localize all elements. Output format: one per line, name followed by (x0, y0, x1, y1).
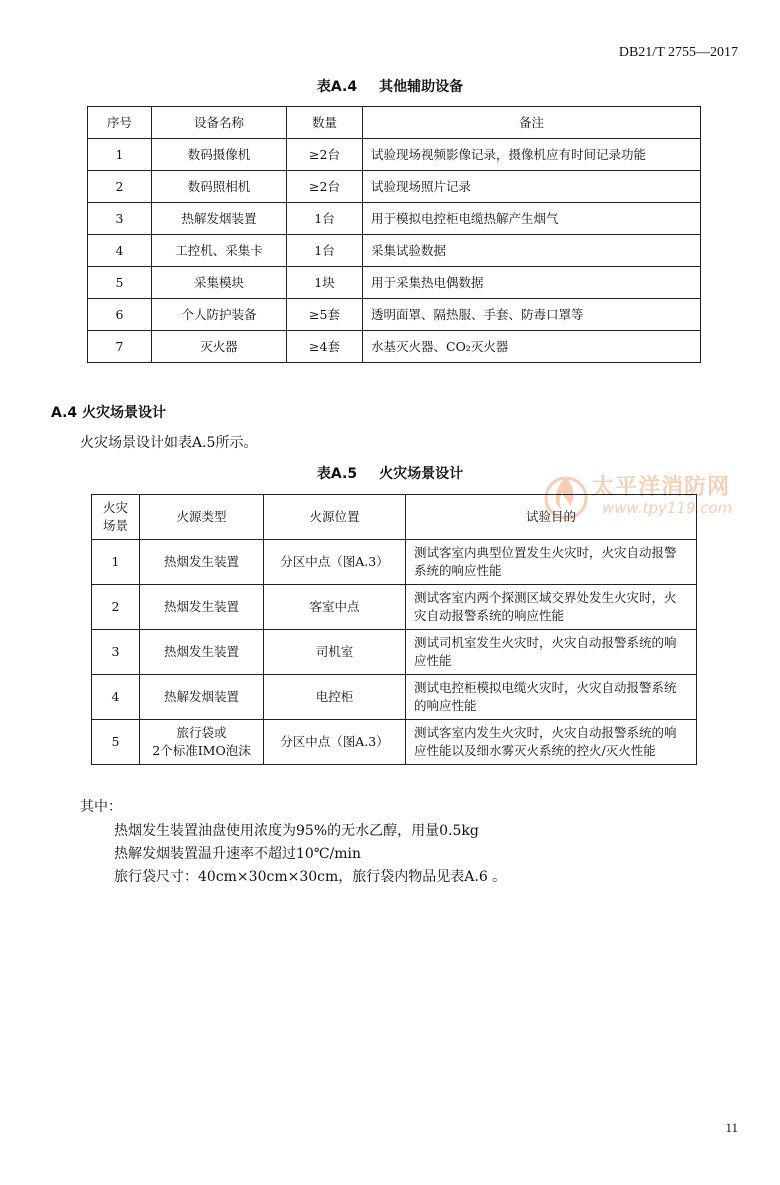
table-cell: 透明面罩、隔热服、手套、防毒口罩等 (363, 299, 701, 331)
table-a4-caption-id: 表A.4 (316, 79, 358, 95)
table-cell: 1 (88, 139, 152, 171)
table-cell: 数码摄像机 (152, 139, 287, 171)
table-a5 (91, 494, 697, 765)
table-cell: 测试电控柜模拟电缆火灾时，火灾自动报警系统的响应性能 (406, 675, 697, 720)
table-cell: 采集试验数据 (363, 235, 701, 267)
table-row (88, 331, 701, 363)
table-a5-caption-id: 表A.5 (316, 466, 358, 482)
table-row (88, 171, 701, 203)
watermark-name: 太平洋消防网 (592, 475, 731, 500)
table-cell: 工控机、采集卡 (152, 235, 287, 267)
table-row (92, 540, 697, 585)
table-cell: 个人防护装备 (152, 299, 287, 331)
table-cell: 6 (88, 299, 152, 331)
table-cell: 用于模拟电控柜电缆热解产生烟气 (363, 203, 701, 235)
table-row (88, 267, 701, 299)
table-a4-caption-title: 其他辅助设备 (379, 79, 464, 95)
table-a4-caption (0, 76, 780, 96)
table-cell: ≥5套 (287, 299, 363, 331)
table-cell: 1台 (287, 203, 363, 235)
table-cell: 热解发烟装置 (140, 675, 264, 720)
table-row (88, 235, 701, 267)
table-cell: 测试司机室发生火灾时，火灾自动报警系统的响应性能 (406, 630, 697, 675)
table-cell: 用于采集热电偶数据 (363, 267, 701, 299)
table-row (92, 630, 697, 675)
table-cell: 7 (88, 331, 152, 363)
table-cell: 1 (92, 540, 140, 585)
table-cell: 5 (88, 267, 152, 299)
section-heading: A.4 火灾场景设计 (51, 405, 167, 421)
table-cell: ≥4套 (287, 331, 363, 363)
table-cell: 灭火器 (152, 331, 287, 363)
table-cell: ≥2台 (287, 139, 363, 171)
table-cell: 3 (88, 203, 152, 235)
table-cell: 热烟发生装置 (140, 540, 264, 585)
section-intro: 火灾场景设计如表A.5所示。 (80, 435, 258, 451)
table-cell: 2 (88, 171, 152, 203)
table-a5-header-cell: 火源类型 (140, 495, 264, 540)
table-cell: 2 (92, 585, 140, 630)
table-cell: 1台 (287, 235, 363, 267)
note-line: 旅行袋尺寸：40cm×30cm×30cm，旅行袋内物品见表A.6 。 (114, 869, 507, 885)
table-cell: 试验现场照片记录 (363, 171, 701, 203)
table-a4-header-cell: 序号 (88, 107, 152, 139)
table-a5-caption-title: 火灾场景设计 (379, 466, 464, 482)
table-cell: 分区中点（图A.3） (264, 720, 406, 765)
table-a5-header-row (92, 495, 697, 540)
page-number: 11 (725, 1120, 738, 1135)
table-a5-header-cell: 火灾 场景 (92, 495, 140, 540)
table-row (92, 675, 697, 720)
table-cell: 4 (92, 675, 140, 720)
note-line: 热解发烟装置温升速率不超过10℃/min (114, 846, 361, 862)
table-a5-header-cell: 火源位置 (264, 495, 406, 540)
table-row (92, 720, 697, 765)
table-cell: 采集模块 (152, 267, 287, 299)
table-cell: 5 (92, 720, 140, 765)
table-cell: 数码照相机 (152, 171, 287, 203)
notes-title: 其中： (80, 799, 122, 815)
note-line: 热烟发生装置油盘使用浓度为95%的无水乙醇，用量0.5kg (114, 823, 479, 839)
table-cell: 热烟发生装置 (140, 585, 264, 630)
table-cell: 司机室 (264, 630, 406, 675)
table-cell: ≥2台 (287, 171, 363, 203)
table-cell: 4 (88, 235, 152, 267)
table-cell: 水基灭火器、CO₂灭火器 (363, 331, 701, 363)
table-cell: 3 (92, 630, 140, 675)
table-a4-header-row (88, 107, 701, 139)
table-a5-header-cell: 试验目的 (406, 495, 697, 540)
table-a4-header-cell: 设备名称 (152, 107, 287, 139)
table-a4 (87, 106, 701, 363)
standard-number: DB21/T 2755—2017 (618, 45, 738, 60)
table-cell: 旅行袋或 2个标准IMO泡沫 (140, 720, 264, 765)
table-row (92, 585, 697, 630)
table-cell: 热烟发生装置 (140, 630, 264, 675)
table-cell: 测试客室内发生火灾时，火灾自动报警系统的响应性能以及细水雾灭火系统的控火/灭火性能 (406, 720, 697, 765)
table-row (88, 203, 701, 235)
table-a4-header-cell: 数量 (287, 107, 363, 139)
table-cell: 客室中点 (264, 585, 406, 630)
table-row (88, 299, 701, 331)
table-cell: 热解发烟装置 (152, 203, 287, 235)
table-cell: 1块 (287, 267, 363, 299)
watermark-url: www.tpy119.com (602, 499, 733, 517)
table-cell: 分区中点（图A.3） (264, 540, 406, 585)
table-cell: 试验现场视频影像记录，摄像机应有时间记录功能 (363, 139, 701, 171)
table-cell: 测试客室内两个探测区域交界处发生火灾时，火灾自动报警系统的响应性能 (406, 585, 697, 630)
table-row (88, 139, 701, 171)
table-a4-header-cell: 备注 (363, 107, 701, 139)
table-cell: 测试客室内典型位置发生火灾时，火灾自动报警系统的响应性能 (406, 540, 697, 585)
table-cell: 电控柜 (264, 675, 406, 720)
